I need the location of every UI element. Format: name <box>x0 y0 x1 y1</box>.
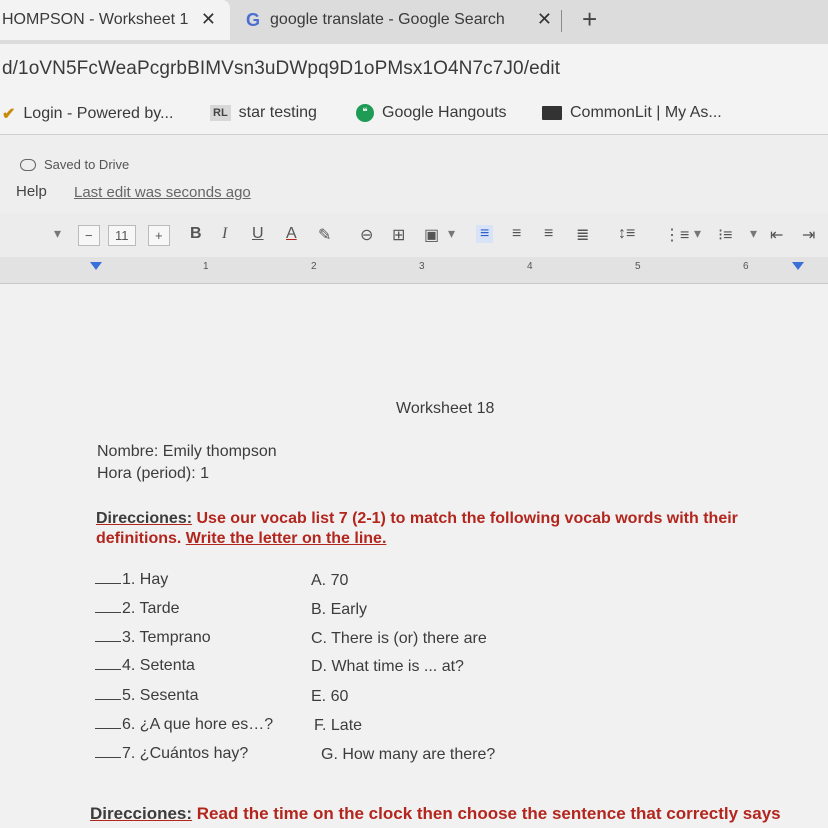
bulleted-list-icon[interactable]: ⁝≡ <box>718 227 733 244</box>
align-right-icon[interactable]: ≡ <box>544 225 554 242</box>
url-text[interactable]: d/1oVN5FcWeaPcgrbBIMVsn3uDWpq9D1oPMsx1O4N7c7J0/edit <box>2 58 561 79</box>
highlight-icon[interactable]: ✎ <box>318 227 332 244</box>
font-size-field[interactable]: 11 <box>108 225 136 246</box>
formatting-toolbar <box>0 213 828 257</box>
font-dropdown-icon[interactable]: ▾ <box>54 225 62 241</box>
definition: A. 70 <box>311 572 349 589</box>
text-color-button[interactable]: A <box>286 225 297 242</box>
align-left-icon[interactable]: ≡ <box>476 225 493 243</box>
google-icon: G <box>246 9 261 30</box>
vocab-item: 1. Hay <box>95 571 168 589</box>
definition: F. Late <box>314 717 363 734</box>
chevron-down-icon[interactable]: ▾ <box>448 225 456 241</box>
directions-1-line2 <box>96 530 386 548</box>
ruler-number: 1 <box>203 261 209 272</box>
last-edit-link[interactable]: Last edit was seconds ago <box>74 184 251 201</box>
ruler-number: 4 <box>527 261 533 272</box>
vocab-item: 6. ¿A que hore es…? <box>95 716 273 734</box>
check-icon: ✔ <box>2 106 16 123</box>
numbered-list-icon[interactable]: ⋮≡ <box>664 227 690 244</box>
bookmark-label: Login - Powered by... <box>23 105 174 122</box>
directions-label: Direcciones: <box>90 804 193 823</box>
hangouts-icon: ❝ <box>356 104 374 122</box>
address-bar[interactable] <box>0 44 828 94</box>
definition: E. 60 <box>311 688 349 705</box>
ruler[interactable] <box>0 257 828 284</box>
vocab-item: 3. Temprano <box>95 629 211 647</box>
image-icon[interactable]: ▣ <box>424 227 440 244</box>
worksheet-title: Worksheet 18 <box>396 400 495 417</box>
right-indent-marker[interactable] <box>792 262 804 270</box>
directions-1 <box>96 510 738 528</box>
definition: B. Early <box>311 601 368 618</box>
definition: G. How many are there? <box>321 746 496 763</box>
vocab-item: 5. Sesenta <box>95 687 199 705</box>
tab-title: google translate - Google Search <box>270 11 505 28</box>
saved-label: Saved to Drive <box>44 157 130 172</box>
ruler-number: 5 <box>635 261 641 272</box>
directions-text: definitions. <box>96 530 186 547</box>
tab-google-search[interactable] <box>234 0 566 40</box>
comment-icon[interactable]: ⊞ <box>392 227 406 244</box>
directions-label: Direcciones: <box>96 510 193 527</box>
ruler-number: 6 <box>743 261 749 272</box>
tab-strip <box>0 0 828 44</box>
vocab-item: 7. ¿Cuántos hay? <box>95 745 248 763</box>
chevron-down-icon[interactable]: ▾ <box>750 225 758 241</box>
increase-indent-icon[interactable]: ⇥ <box>802 227 816 244</box>
font-size-decrease[interactable]: − <box>78 225 100 246</box>
directions-instruction: Write the letter on the line. <box>185 530 387 547</box>
bookmark-hangouts[interactable] <box>356 104 507 122</box>
close-icon[interactable]: ✕ <box>536 9 552 29</box>
align-justify-icon[interactable]: ≣ <box>576 227 590 244</box>
vocab-item: 2. Tarde <box>95 600 180 618</box>
definition: C. There is (or) there are <box>311 630 487 647</box>
answer-blank[interactable] <box>95 641 121 642</box>
answer-blank[interactable] <box>95 699 121 700</box>
font-size-increase[interactable]: + <box>148 225 170 246</box>
book-icon <box>542 106 562 120</box>
student-period: Hora (period): 1 <box>97 465 210 482</box>
answer-blank[interactable] <box>95 669 121 670</box>
align-center-icon[interactable]: ≡ <box>512 225 522 242</box>
vocab-item: 4. Setenta <box>95 657 195 675</box>
save-status <box>20 157 129 172</box>
new-tab-button[interactable]: + <box>582 4 598 34</box>
decrease-indent-icon[interactable]: ⇤ <box>770 227 784 244</box>
italic-button[interactable]: I <box>222 225 228 242</box>
rl-icon: RL <box>210 105 231 121</box>
bookmark-login[interactable] <box>2 104 173 124</box>
answer-blank[interactable] <box>95 612 121 613</box>
bookmark-label: Google Hangouts <box>382 104 507 121</box>
bookmarks-bar <box>0 94 828 135</box>
ruler-number: 2 <box>311 261 317 272</box>
tab-separator <box>561 10 562 32</box>
directions-2 <box>90 804 781 824</box>
answer-blank[interactable] <box>95 757 121 758</box>
bookmark-commonlit[interactable] <box>542 104 722 122</box>
link-icon[interactable]: ⊖ <box>360 227 374 244</box>
underline-button[interactable]: U <box>252 225 264 242</box>
answer-blank[interactable] <box>95 728 121 729</box>
chevron-down-icon[interactable]: ▾ <box>694 225 702 241</box>
line-spacing-icon[interactable]: ↕≡ <box>618 225 636 242</box>
docs-header <box>0 135 828 213</box>
bookmark-label: star testing <box>238 104 317 121</box>
menu-help[interactable]: Help <box>16 183 47 200</box>
document-page[interactable] <box>0 284 828 828</box>
tab-title: HOMPSON - Worksheet 1 <box>2 11 189 28</box>
directions-text: Read the time on the clock then choose the sentence that correctly says <box>192 804 781 823</box>
ruler-number: 3 <box>419 261 425 272</box>
bookmark-star-testing[interactable] <box>210 104 317 122</box>
tab-worksheet[interactable] <box>0 0 230 40</box>
left-indent-marker[interactable] <box>90 262 102 270</box>
cloud-icon <box>20 159 36 171</box>
bold-button[interactable]: B <box>190 225 202 242</box>
directions-text: Use our vocab list 7 (2-1) to match the following vocab words with their <box>192 510 738 527</box>
close-icon[interactable]: ✕ <box>200 9 216 29</box>
answer-blank[interactable] <box>95 583 121 584</box>
bookmark-label: CommonLit | My As... <box>570 104 722 121</box>
definition: D. What time is ... at? <box>311 658 464 675</box>
student-name: Nombre: Emily thompson <box>97 443 277 460</box>
